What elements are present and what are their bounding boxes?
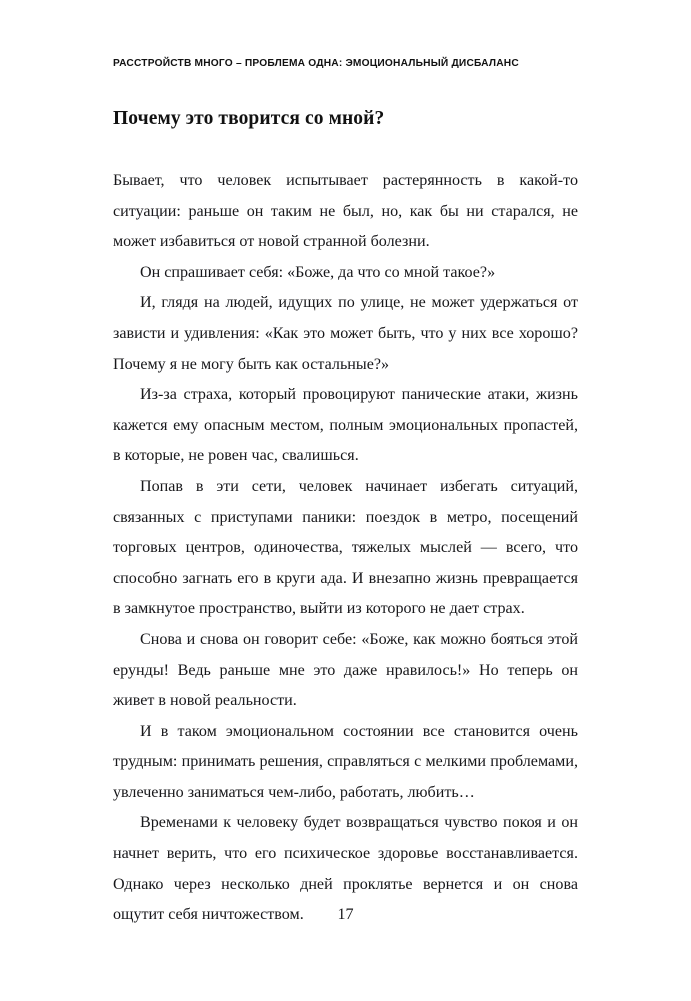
paragraph: И, глядя на людей, идущих по улице, не может удержаться от зависти и удивления: «Как это может быть, что у них все хорошо? Почему я не могу быть как остальные?» xyxy=(113,294,578,373)
paragraph: Бывает, что человек испытывает растерянность в какой-то ситуации: раньше он таким не был, но, как бы ни старался, не может избавиться от новой странной болезни. xyxy=(113,172,578,251)
page-content xyxy=(113,58,578,931)
running-head: РАССТРОЙСТВ МНОГО – ПРОБЛЕМА ОДНА: ЭМОЦИОНАЛЬНЫЙ ДИСБАЛАНС xyxy=(113,58,519,69)
page-number: 17 xyxy=(337,906,354,923)
paragraph: Снова и снова он говорит себе: «Боже, как можно бояться этой ерунды! Ведь раньше мне это даже нравилось!» Но теперь он живет в новой реальности. xyxy=(113,630,578,710)
paragraph: И в таком эмоциональном состоянии все становится очень трудным: принимать решения, справляться с мелкими проблемами, увлеченно заниматься чем-либо, работать, любить… xyxy=(113,722,578,801)
paragraph: Попав в эти сети, человек начинает избегать ситуаций, связанных с приступами паники: поездок в метро, посещений торговых центров, одиночества, тяжелых мыслей — всего, что способно загнать его в круги ада. И внезапно жизнь превращается в замкнутое пространство, выйти из которого не дает страх. xyxy=(113,477,578,618)
paragraph: Он спрашивает себя: «Боже, да что со мной такое?» xyxy=(140,263,496,281)
paragraph: Временами к человеку будет возвращаться чувство покоя и он начнет верить, что его психическое здоровье восстанавливается. Однако через несколько дней проклятье вернется и он снова ощутит себя ничтожеством. xyxy=(113,814,578,924)
paragraph: Из-за страха, который провоцируют панические атаки, жизнь кажется ему опасным местом, полным эмоциональных пропастей, в которые, не ровен час, свалишься. xyxy=(113,386,578,465)
page-title: Почему это творится со мной? xyxy=(113,108,385,129)
body-text xyxy=(113,166,578,931)
